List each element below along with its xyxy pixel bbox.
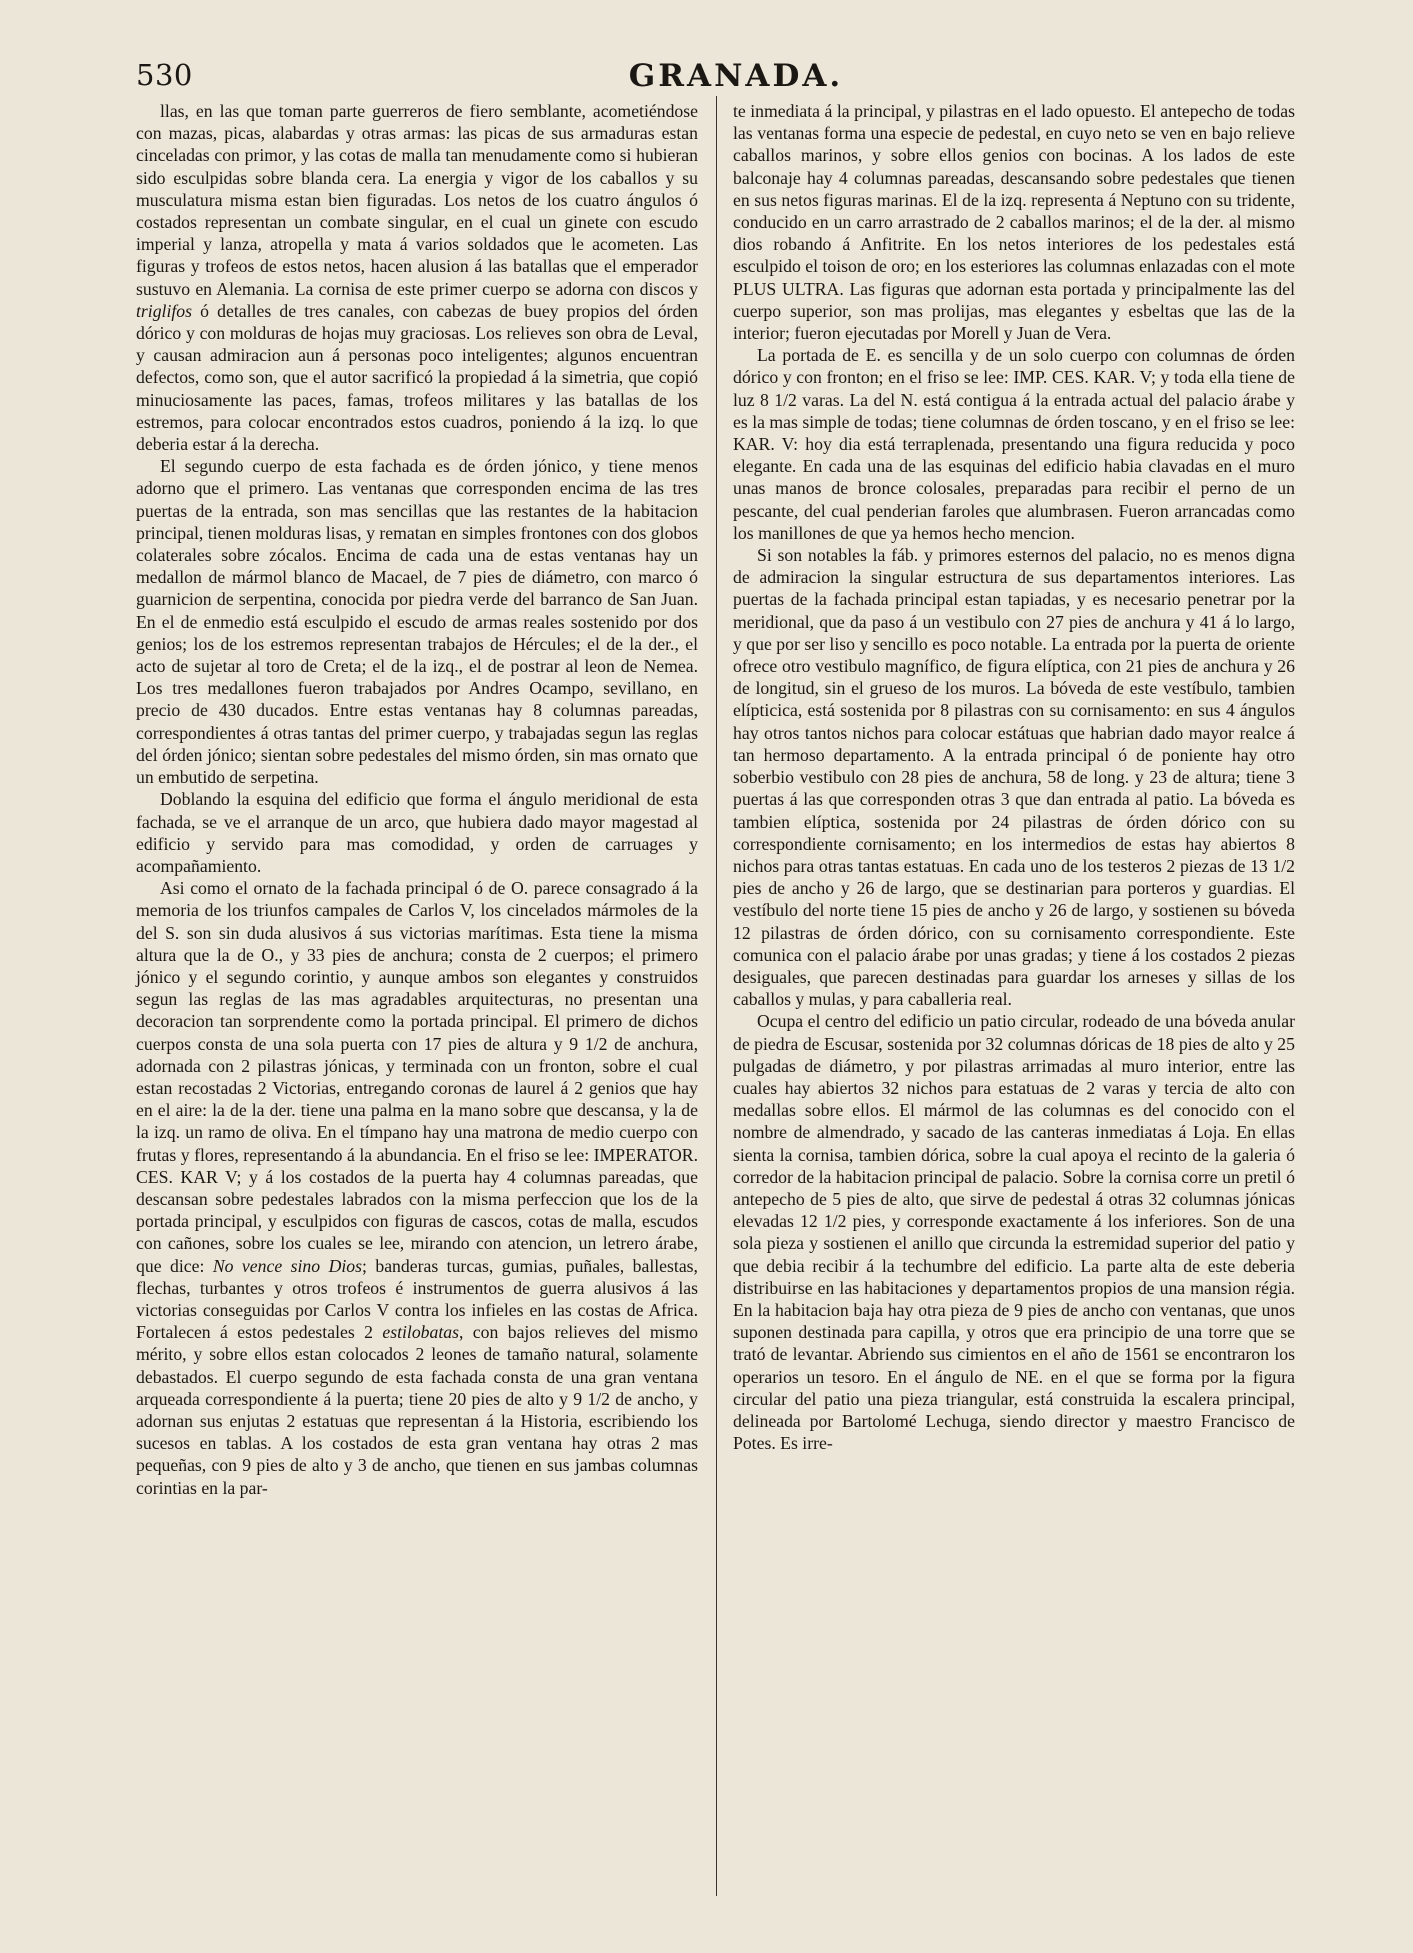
- paragraph-text: El segundo cuerpo de esta fachada es de órden jónico, y tiene menos adorno que el primero. Las ventanas que corresponden encima de las tres puertas de la entrada, son mas sencillas que las restantes de la habitacion principal, tienen molduras lisas, y rematan en simples frontones con dos globos colaterales sobre zócalos. Encima de cada una de estas ventanas hay un medallon de mármol blanco de Macael, de 7 pies de diámetro, con marco ó guarnicion de serpentina, conocida por piedra verde del barranco de San Juan. En el de enmedio está esculpido el escudo de armas reales sostenido por dos genios; los de los estremos representan trabajos de Hércules; el de la der., el acto de sujetar al toro de Creta; el de la izq., el de postrar al leon de Nemea. Los tres medallones fueron trabajados por Andres Ocampo, sevillano, en precio de 430 ducados. Entre estas ventanas hay 8 columnas pareadas, correspondientes á otras tantas del primer cuerpo, y trabajadas segun las reglas del órden jónico; sientan sobre pedestales del mismo órden, sin mas ornato que un embutido de serpetina.: [136, 456, 698, 788]
- paragraph: [733, 100, 1295, 344]
- paragraph: [136, 100, 698, 455]
- paragraph: [733, 1010, 1295, 1454]
- paragraph-text: Asi como el ornato de la fachada principal ó de O. parece consagrado á la memoria de los triunfos campales de Carlos V, los cincelados mármoles de la del S. son sin duda alusivos á sus victorias marítimas. Esta tiene la misma altura que la de O., y 33 pies de anchura; consta de 2 cuerpos; el primero jónico y el segundo corintio, y aunque ambos son elegantes y construidos segun las reglas de las mas agradables arquitecturas, no presentan una decoracion tan sorprendente como la portada principal. El primero de dichos cuerpos consta de una sola puerta con 17 pies de altura y 9 1/2 de anchura, adornada con 2 pilastras jónicas, y terminada con un fronton, sobre el cual estan recostadas 2 Victorias, entregando coronas de laurel á 2 genios que hay en el aire: la de la der. tiene una palma en la mano sobre que descansa, y la de la izq. un ramo de oliva. En el tímpano hay una matrona de medio cuerpo con frutas y flores, representando á la abundancia. En el friso se lee: IMPERATOR. CES. KAR V; y á los costados de la puerta hay 4 columnas pareadas, que descansan sobre pedestales labrados con la misma perfeccion que los de la portada principal, y esculpidos con figuras de cascos, cotas de malla, escudos con cañones, sobre los cuales se lee, mirando con atencion, un letrero árabe, que dice:: [136, 878, 698, 1276]
- running-title: GRANADA.: [628, 58, 844, 94]
- page-number: 530: [136, 58, 193, 92]
- paragraph-text: , con bajos relieves del mismo mérito, y sobre ellos estan colocados 2 leones de tamaño natural, solamente debastados. El cuerpo segundo de esta fachada consta de una gran ventana arqueada correspondiente á la puerta; tiene 20 pies de alto y 9 1/2 de ancho, y adornan sus enjutas 2 estatuas que representan á la Historia, escribiendo los sucesos en tablas. A los costados de esta gran ventana hay otras 2 mas pequeñas, con 9 pies de alto y 3 de ancho, que tienen en sus jambas columnas corintias en la par-: [136, 1322, 698, 1498]
- column-divider: [716, 96, 717, 1896]
- italic-text: triglifos: [136, 300, 193, 321]
- paragraph-text: La portada de E. es sencilla y de un solo cuerpo con columnas de órden dórico y con fronton; en el friso se lee: IMP. CES. KAR. V; y toda ella tiene de luz 8 1/2 varas. La del N. está contigua á la entrada actual del palacio árabe y es la mas simple de todas; tiene columnas de órden toscano, y en el friso se lee: KAR. V: hoy dia está terraplenada, presentando una figura reducida y poco elegante. En cada una de las esquinas del edificio habia clavadas en el muro unas manos de bronce colosales, preparadas para recibir el perno de un pescante, del cual penderian faroles que alumbrasen. Fueron arrancadas como los manillones de que ya hemos hecho mencion.: [733, 345, 1295, 543]
- italic-text: estilobatas: [382, 1322, 459, 1343]
- paragraph-text: ; banderas turcas, gumias, puñales, ballestas, flechas, turbantes y otros trofeos é instrumentos de guerra alusivos á las victorias conseguidas por Carlos V contra los infieles en las costas de Africa. Fortalecen á estos pedestales 2: [136, 1255, 698, 1343]
- paragraph: [733, 344, 1295, 544]
- paragraph: [136, 455, 698, 788]
- paragraph-text: te inmediata á la principal, y pilastras en el lado opuesto. El antepecho de todas las ventanas forma una especie de pedestal, en cuyo neto se ven en bajo relieve caballos marinos, y sobre ellos genios con bocinas. A los lados de este balconaje hay 4 columnas pareadas, descansando sobre pedestales que tienen en sus netos figuras marinas. El de la izq. representa á Neptuno con su tridente, conducido en un carro arrastrado de 2 caballos marinos; el de la der. al mismo dios robando á Anfitrite. En los netos interiores de los pedestales está esculpido el toison de oro; en los esteriores las columnas enlazadas con el mote PLUS ULTRA. Las figuras que adornan esta portada y principalmente las del cuerpo superior, son mas prolijas, mas elegantes y esbeltas que las de la interior; fueron ejecutadas por Morell y Juan de Vera.: [733, 101, 1295, 344]
- paragraph-text: Ocupa el centro del edificio un patio circular, rodeado de una bóveda anular de piedra de Escusar, sostenida por 32 columnas dóricas de 18 pies de alto y 25 pulgadas de diámetro, y por pilastras arrimadas al muro interior, entre las cuales hay abiertos 32 nichos para estatuas de 2 varas y tercia de alto con medallas sobre ellos. El mármol de las columnas es del conocido con el nombre de almendrado, y sacado de las canteras inmediatas á Loja. En ellas sienta la cornisa, tambien dórica, sobre la cual apoya el recinto de la galeria ó corredor de la habitacion principal de palacio. Sobre la cornisa corre un pretil ó antepecho de 5 pies de alto, que sirve de pedestal á otras 32 columnas jónicas elevadas 12 1/2 pies, y corresponde exactamente á los inferiores. Son de una sola pieza y sostienen el anillo que circunda la estremidad superior del patio y que debia recibir á la techumbre del edificio. La parte alta de este deberia distribuirse en las habitaciones y departamentos propios de una mansion régia. En la habitacion baja hay otra pieza de 9 pies de ancho con ventanas, que unos suponen destinada para capilla, y otros que era principio de una torre que se trató de levantar. Abriendo sus cimientos en el año de 1561 se encontraron los operarios un tesoro. En el ángulo de NE. en el que se forma por la figura circular del patio una pieza triangular, está construida la escalera principal, delineada por Bartolomé Lechuga, siendo director y maestro Francisco de Potes. Es irre-: [733, 1011, 1295, 1454]
- paragraph-text: llas, en las que toman parte guerreros de fiero semblante, acometiéndose con mazas, picas, alabardas y otras armas: las picas de sus armaduras estan cinceladas con primor, y las cotas de malla tan menudamente como si hubieran sido esculpidas sobre blanda cera. La energia y vigor de los caballos y su musculatura misma estan bien figuradas. Los netos de los cuatro ángulos ó costados representan un combate singular, en el cual un ginete con escudo imperial y lanza, atropella y mata á varios soldados que le acometen. Las figuras y trofeos de estos netos, hacen alusion á las batallas que el emperador sustuvo en Alemania. La cornisa de este primer cuerpo se adorna con discos y: [136, 101, 698, 299]
- left-column: [136, 100, 698, 1499]
- paragraph-text: ó detalles de tres canales, con cabezas de buey propios del órden dórico y con molduras de hojas muy graciosas. Los relieves son obra de Leval, y causan admiracion aun á personas poco inteligentes; algunos encuentran defectos, como son, que el autor sacrificó la propiedad á la simetria, que copió minuciosamente las paces, famas, trofeos militares y las batallas de los estremos, para colocar encontrados estos cuadros, poniendo á la izq. lo que deberia estar á la derecha.: [136, 300, 698, 455]
- paragraph: [733, 544, 1295, 1010]
- right-column: [733, 100, 1295, 1454]
- paragraph-text: Si son notables la fáb. y primores esternos del palacio, no es menos digna de admiracion la singular estructura de sus departamentos interiores. Las puertas de la fachada principal estan tapiadas, y es necesario penetrar por la meridional, que da paso á un vestibulo con 27 pies de anchura y 41 á lo largo, y que por ser liso y sencillo es poco notable. La entrada por la puerta de oriente ofrece otro vestibulo magnífico, de figura elíptica, con 21 pies de anchura y 26 de longitud, sin el grueso de los muros. La bóveda de este vestíbulo, tambien elípticica, está sostenida por 8 pilastras con su cornisamento: en sus 4 ángulos hay otros tantos nichos para colocar estátuas que habrian dado mayor realce á tan hermoso departamento. A la entrada principal ó de poniente hay otro soberbio vestibulo con 28 pies de anchura, 58 de long. y 23 de altura; tiene 3 puertas á las que corresponden otras 3 que dan entrada al patio. La bóveda es tambien elíptica, sostenida por 24 pilastras de órden dórico con su correspondiente cornisamento; en los intermedios de estas hay abiertos 8 nichos para otras tantas estatuas. En cada uno de los testeros 2 piezas de 13 1/2 pies de ancho y 26 de largo, que se destinarian para porteros y guardias. El vestíbulo del norte tiene 15 pies de ancho y 26 de largo, y sostienen su bóveda 12 pilastras de órden dórico, con su cornisamento correspondiente. Este comunica con el palacio árabe por unas gradas; y tiene á los costados 2 piezas desiguales, que parecen destinadas para guardar los arneses y sillas de los caballos y mulas, y para caballeria real.: [733, 545, 1295, 1010]
- italic-text: No vence sino Dios: [212, 1255, 362, 1276]
- paragraph: [136, 877, 698, 1499]
- paragraph: [136, 788, 698, 877]
- paragraph-text: Doblando la esquina del edificio que forma el ángulo meridional de esta fachada, se ve el arranque de un arco, que hubiera dado mayor magestad al edificio y servido para mas comodidad, y orden de carruages y acompañamiento.: [136, 789, 698, 876]
- page-header: [136, 58, 1296, 98]
